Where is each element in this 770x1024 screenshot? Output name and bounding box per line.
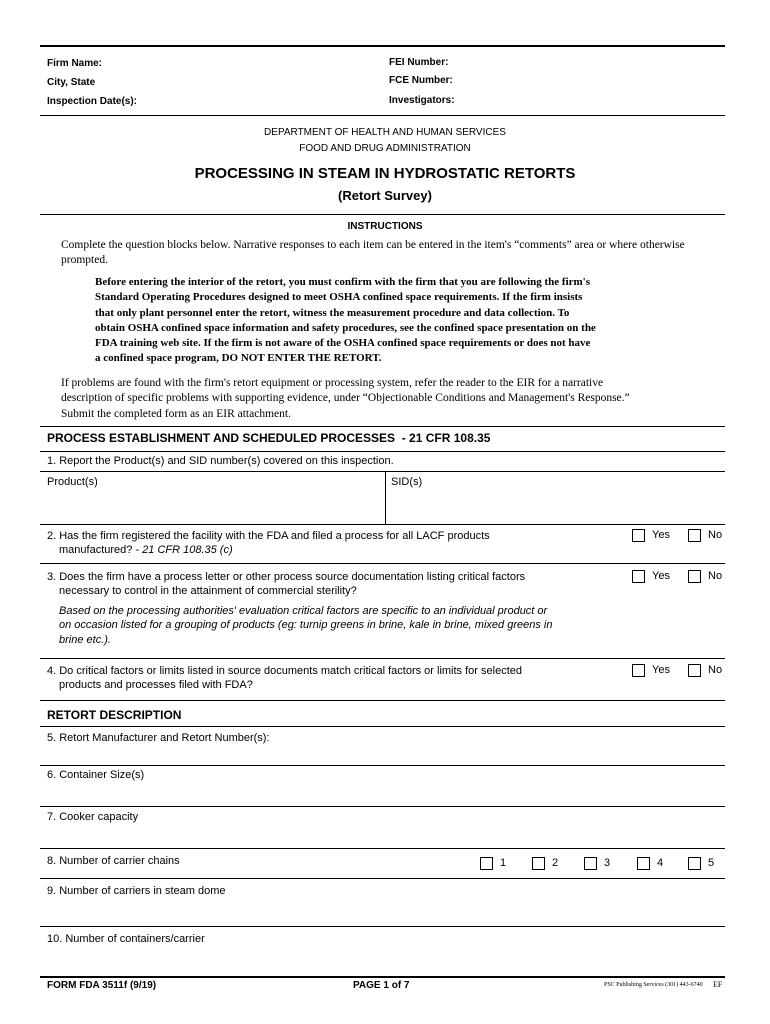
question-6: 6. Container Size(s) bbox=[47, 769, 145, 781]
q3-yes-checkbox[interactable] bbox=[632, 570, 645, 583]
section-1-heading-rule bbox=[40, 451, 725, 452]
q8-option-4-checkbox[interactable] bbox=[637, 857, 650, 870]
note-line: brine etc.). bbox=[59, 633, 111, 646]
question-1: 1. Report the Product(s) and SID number(s) covered on this inspection. bbox=[47, 455, 394, 467]
ef-mark: EF bbox=[713, 980, 723, 989]
q7-field[interactable] bbox=[40, 826, 725, 848]
page-title: PROCESSING IN STEAM IN HYDROSTATIC RETORTS bbox=[194, 165, 576, 182]
q1-rule bbox=[40, 471, 725, 472]
question-4 bbox=[47, 664, 522, 692]
sid-field[interactable] bbox=[387, 490, 724, 523]
question-4-line-1: 4. Do critical factors or limits listed in source documents match critical factors or limits for selected bbox=[47, 665, 522, 677]
publisher-credit: PSC Publishing Services (301) 443-6740 bbox=[604, 982, 703, 988]
question-2-text: manufactured? bbox=[59, 544, 136, 556]
instructions-paragraph-1: Complete the question blocks below. Narrative responses to each item can be entered in the item's “comments” area or where otherwise prompted. bbox=[61, 239, 685, 266]
warning-line: Before entering the interior of the retort, you must confirm with the firm that you are following the firm's bbox=[95, 276, 591, 288]
investigators-label: Investigators: bbox=[389, 95, 455, 106]
fei-number-label: FEI Number: bbox=[389, 57, 449, 68]
q8-option-2-label: 2 bbox=[552, 857, 559, 869]
confined-space-warning bbox=[95, 275, 735, 367]
q3-no-checkbox[interactable] bbox=[688, 570, 701, 583]
q7-rule bbox=[40, 848, 725, 849]
instructions-heading: INSTRUCTIONS bbox=[347, 221, 423, 232]
section-1-heading: PROCESS ESTABLISHMENT AND SCHEDULED PROCESSES - 21 CFR 108.35 bbox=[47, 431, 491, 445]
q10-field[interactable] bbox=[40, 948, 725, 974]
question-8: 8. Number of carrier chains bbox=[47, 855, 180, 867]
q6-field[interactable] bbox=[40, 784, 725, 806]
warning-line: Standard Operating Procedures designed to meet OSHA confined space requirements. If the firm insists bbox=[95, 291, 583, 304]
q8-option-3-checkbox[interactable] bbox=[584, 857, 597, 870]
q4-rule bbox=[40, 700, 725, 701]
agency-line-1: DEPARTMENT OF HEALTH AND HUMAN SERVICES bbox=[264, 127, 506, 138]
question-2 bbox=[47, 529, 490, 557]
q8-option-1-checkbox[interactable] bbox=[480, 857, 493, 870]
question-3-note bbox=[59, 604, 552, 647]
q8-option-5-label: 5 bbox=[708, 857, 715, 869]
section-2-heading-rule bbox=[40, 726, 725, 727]
city-state-label: City, State bbox=[47, 77, 96, 88]
question-3-line-2: necessary to control in the attainment of commercial sterility? bbox=[59, 585, 357, 597]
q8-option-4-label: 4 bbox=[657, 857, 664, 869]
section-2-heading: RETORT DESCRIPTION bbox=[47, 708, 182, 722]
paragraph-line: description of specific problems with supporting evidence, under “Objectionable Conditions and Management's Response.” bbox=[61, 392, 630, 405]
question-5: 5. Retort Manufacturer and Retort Number(s): bbox=[47, 732, 270, 744]
header-divider bbox=[40, 115, 725, 116]
sid-label: SID(s) bbox=[391, 476, 423, 488]
question-2-citation: - 21 CFR 108.35 (c) bbox=[135, 544, 233, 556]
q2-no-label: No bbox=[708, 529, 723, 541]
page-subtitle: (Retort Survey) bbox=[338, 188, 432, 203]
q8-option-1-label: 1 bbox=[500, 857, 507, 869]
section-1-top-rule bbox=[40, 426, 725, 427]
products-rule bbox=[40, 524, 725, 525]
q2-yes-checkbox[interactable] bbox=[632, 529, 645, 542]
q4-no-label: No bbox=[708, 664, 723, 676]
question-4-line-2: products and processes filed with FDA? bbox=[59, 679, 253, 691]
q6-rule bbox=[40, 806, 725, 807]
q8-rule bbox=[40, 878, 725, 879]
question-3-line-1: 3. Does the firm have a process letter or other process source documentation listing critical factors bbox=[47, 571, 526, 583]
question-10: 10. Number of containers/carrier bbox=[47, 933, 205, 945]
fce-number-label: FCE Number: bbox=[389, 75, 453, 86]
q8-option-5-checkbox[interactable] bbox=[688, 857, 701, 870]
q3-rule bbox=[40, 658, 725, 659]
q3-no-label: No bbox=[708, 570, 723, 582]
warning-line: a confined space program, DO NOT ENTER THE RETORT. bbox=[95, 352, 382, 365]
products-field[interactable] bbox=[40, 490, 384, 523]
note-line: Based on the processing authorities' evaluation critical factors are specific to an individual product or bbox=[59, 605, 548, 617]
form-id: FORM FDA 3511f (9/19) bbox=[47, 980, 157, 991]
q4-no-checkbox[interactable] bbox=[688, 664, 701, 677]
paragraph-line: Submit the completed form as an EIR attachment. bbox=[61, 407, 291, 420]
title-divider bbox=[40, 214, 725, 215]
warning-line: obtain OSHA confined space information and safety procedures, see the confined space presentation on the bbox=[95, 321, 596, 334]
instructions-paragraph-3 bbox=[61, 376, 731, 422]
products-sid-divider bbox=[385, 471, 386, 524]
q5-rule bbox=[40, 765, 725, 766]
footer-rule bbox=[40, 976, 725, 978]
question-9: 9. Number of carriers in steam dome bbox=[47, 885, 226, 897]
q2-yes-label: Yes bbox=[652, 529, 670, 541]
question-2-line-1: 2. Has the firm registered the facility with the FDA and filed a process for all LACF products bbox=[47, 530, 490, 542]
q3-yes-label: Yes bbox=[652, 570, 670, 582]
question-3 bbox=[47, 570, 525, 598]
q2-rule bbox=[40, 563, 725, 564]
top-border bbox=[40, 45, 725, 47]
question-2-line-2 bbox=[47, 543, 490, 557]
q2-no-checkbox[interactable] bbox=[688, 529, 701, 542]
firm-name-label: Firm Name: bbox=[47, 58, 103, 69]
q5-field[interactable] bbox=[40, 746, 725, 765]
warning-line: that only plant personnel enter the retort, witness the measurement procedure and data collection. To bbox=[95, 306, 570, 319]
q9-field[interactable] bbox=[40, 900, 725, 926]
paragraph-line: If problems are found with the firm's retort equipment or processing system, refer the reader to the EIR for a narrative bbox=[61, 377, 604, 389]
question-7: 7. Cooker capacity bbox=[47, 811, 139, 823]
inspection-dates-label: Inspection Date(s): bbox=[47, 96, 138, 107]
q4-yes-label: Yes bbox=[652, 664, 670, 676]
warning-line: FDA training web site. If the firm is not aware of the OSHA confined space requirements or does not have bbox=[95, 337, 591, 350]
note-line: on occasion listed for a grouping of products (eg: turnip greens in brine, kale in brine, mixed greens in bbox=[59, 619, 553, 632]
agency-line-2: FOOD AND DRUG ADMINISTRATION bbox=[299, 143, 471, 154]
q8-option-3-label: 3 bbox=[604, 857, 611, 869]
q4-yes-checkbox[interactable] bbox=[632, 664, 645, 677]
products-label: Product(s) bbox=[47, 476, 98, 488]
q8-option-2-checkbox[interactable] bbox=[532, 857, 545, 870]
page-number: PAGE 1 of 7 bbox=[353, 980, 410, 991]
q9-rule bbox=[40, 926, 725, 927]
